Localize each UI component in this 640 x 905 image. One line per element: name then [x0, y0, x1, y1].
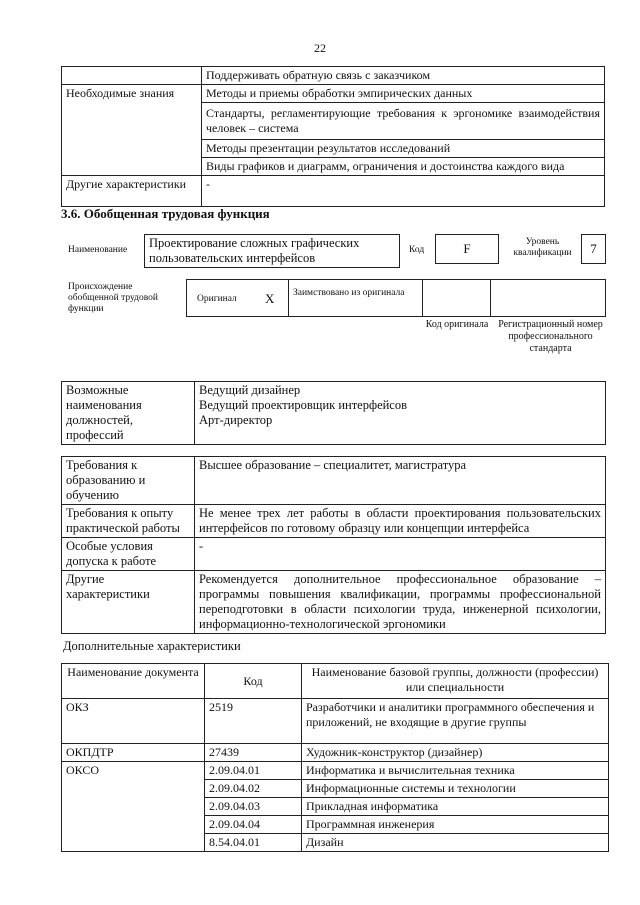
knowledge-item: Методы и приемы обработки эмпирических данных: [202, 85, 605, 103]
page-number: 22: [314, 41, 326, 55]
divider: [288, 280, 289, 316]
original-label: Оригинал: [197, 294, 237, 304]
requirement-label: Другие характеристики: [62, 571, 195, 634]
knowledge-item: Стандарты, регламентирующие требования к эргономике взаимодействия человек – система: [202, 103, 605, 140]
positions-list: [195, 382, 606, 445]
header-name: Наименование базовой группы, должности (профессии) или специальности: [302, 664, 609, 699]
divider: [490, 280, 491, 316]
origin-table: [186, 279, 606, 317]
position-item: Арт-директор: [199, 413, 273, 427]
requirement-value: -: [195, 538, 606, 571]
skills-table: [61, 66, 605, 207]
other-value: -: [202, 176, 605, 207]
name-cell: Художник-конструктор (дизайнер): [302, 744, 609, 762]
empty-cell: [62, 67, 202, 85]
section-heading: 3.6. Обобщенная трудовая функция: [61, 206, 270, 221]
code-cell: 2.09.04.04: [205, 816, 302, 834]
knowledge-label: Необходимые знания: [62, 85, 202, 176]
requirement-label: Требования к опыту практической работы: [62, 505, 195, 538]
additional-heading: Дополнительные характеристики: [63, 639, 241, 653]
level-label: Уровень квалификации: [513, 237, 572, 258]
code-value: F: [435, 234, 499, 264]
positions-label: Возможные наименования должностей, профессий: [62, 382, 195, 445]
header-doc: Наименование документа: [62, 664, 205, 699]
other-label: Другие характеристики: [62, 176, 202, 207]
name-cell: Прикладная информатика: [302, 798, 609, 816]
requirement-label: Особые условия допуска к работе: [62, 538, 195, 571]
table-cell: Поддерживать обратную связь с заказчиком: [202, 67, 605, 85]
name-value: Проектирование сложных графических пользовательских интерфейсов: [144, 234, 400, 268]
position-item: Ведущий дизайнер: [199, 383, 301, 397]
positions-table: [61, 381, 606, 445]
code-cell: 8.54.04.01: [205, 834, 302, 852]
requirement-label: Требования к образованию и обучению: [62, 457, 195, 505]
requirement-value: Рекомендуется дополнительное профессиональное образование – программы повышения квалификации, программы профессиональной переподготовки в области психологии труда, инженерной психологии, информационно-технологической эргономики: [195, 571, 606, 634]
reg-number-caption: Регистрационный номер профессионального стандарта: [498, 319, 603, 354]
requirement-value: Не менее трех лет работы в области проектирования пользовательских интерфейсов по готовому образцу или концепции интерфейса: [195, 505, 606, 538]
doc-cell: ОКЗ: [62, 699, 205, 744]
name-cell: Информатика и вычислительная техника: [302, 762, 609, 780]
name-label: Наименование: [68, 245, 128, 255]
level-value: 7: [581, 234, 606, 264]
origin-label: Происхождение обобщенной трудовой функции: [68, 282, 158, 314]
code-original-caption: Код оригинала: [425, 319, 489, 330]
code-cell: 2.09.04.02: [205, 780, 302, 798]
doc-cell: ОКСО: [62, 762, 205, 852]
code-cell: 2519: [205, 699, 302, 744]
requirements-table: [61, 456, 606, 634]
name-cell: Программная инженерия: [302, 816, 609, 834]
knowledge-item: Виды графиков и диаграмм, ограничения и достоинства каждого вида: [202, 158, 605, 176]
additional-table: [61, 663, 609, 852]
header-code: Код: [205, 664, 302, 699]
position-item: Ведущий проектировщик интерфейсов: [199, 398, 408, 412]
code-cell: 2.09.04.01: [205, 762, 302, 780]
divider: [422, 280, 423, 316]
code-cell: 2.09.04.03: [205, 798, 302, 816]
doc-cell: ОКПДТР: [62, 744, 205, 762]
name-cell: Разработчики и аналитики программного обеспечения и приложений, не входящие в другие группы: [302, 699, 609, 744]
code-label: Код: [409, 245, 425, 255]
name-cell: Дизайн: [302, 834, 609, 852]
code-cell: 27439: [205, 744, 302, 762]
borrowed-label: Заимствовано из оригинала: [293, 288, 405, 298]
name-cell: Информационные системы и технологии: [302, 780, 609, 798]
knowledge-item: Методы презентации результатов исследований: [202, 140, 605, 158]
original-mark: X: [265, 291, 275, 306]
requirement-value: Высшее образование – специалитет, магистратура: [195, 457, 606, 505]
